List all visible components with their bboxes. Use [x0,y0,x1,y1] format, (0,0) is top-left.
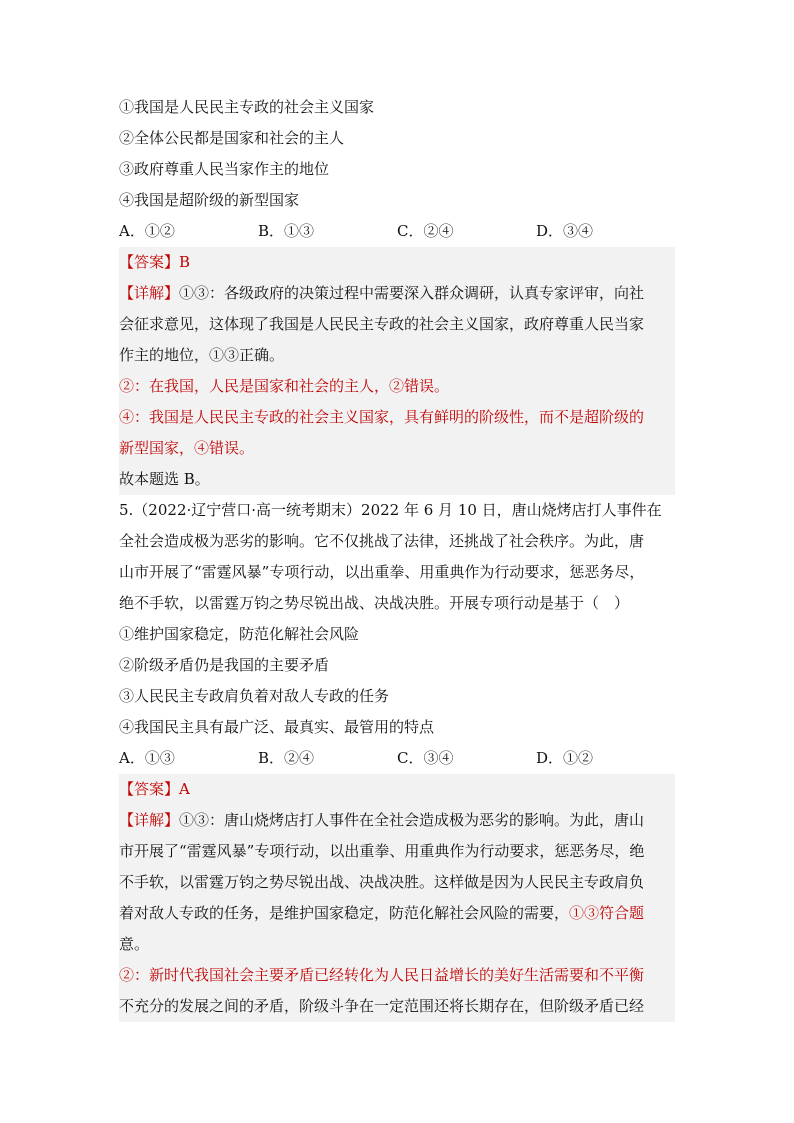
q5-detail-text-1: ①③：唐山烧烤店打人事件在全社会造成极为恶劣的影响。为此，唐山 [179,811,645,829]
q5-wrong-line-2: 不充分的发展之间的矛盾，阶级斗争在一定范围还将长期存在，但阶级矛盾已经 [119,997,645,1015]
q4-wrong-line-3: 新型国家，④错误。 [119,439,255,457]
q5-statement-4: ④我国民主具有最广泛、最真实、最管用的特点 [119,718,435,736]
q4-option-a: A．①② [119,222,175,240]
q5-statement-3: ③人民民主专政肩负着对敌人专政的任务 [119,687,390,705]
q5-option-d: D．①② [536,749,594,767]
q5-detail-line-2: 市开展了“雷霆风暴”专项行动，以出重拳、用重典作为行动要求，惩恶务尽，绝 [119,842,645,860]
q4-wrong-line-1: ②：在我国，人民是国家和社会的主人，②错误。 [119,377,450,395]
q4-option-d: D．③④ [536,222,594,240]
q5-detail-red-tail: ①③符合题 [569,904,645,922]
content-column [119,92,675,1022]
q5-option-a: A．①③ [119,749,175,767]
q4-answer-value: B [179,253,191,271]
q5-statement-1: ①维护国家稳定，防范化解社会风险 [119,625,360,643]
q5-detail-tag: 【详解】 [119,811,180,829]
q4-detail-line-3: 作主的地位，①③正确。 [119,346,285,364]
q5-detail-line-5: 意。 [119,935,150,953]
q5-detail-text-4: 着对敌人专政的任务，是维护国家稳定，防范化解社会风险的需要， [119,904,570,922]
q4-statement-4: ④我国是超阶级的新型国家 [119,191,300,209]
q5-detail-line-1 [119,805,675,836]
q4-statement-1: ①我国是人民民主专政的社会主义国家 [119,98,375,116]
q4-conclusion: 故本题选 B。 [119,470,210,488]
q5-detail-line-3: 不手软，以雷霆万钧之势尽锐出战、决战决胜。这样做是因为人民民主专政肩负 [119,873,645,891]
q4-answer-tag: 【答案】 [119,253,180,271]
q4-detail-line-2: 会征求意见，这体现了我国是人民民主专政的社会主义国家，政府尊重人民当家 [119,315,645,333]
q4-option-b: B．①③ [258,222,315,240]
q5-stem-line-1: 5.（2022·辽宁营口·高一统考期末）2022 年 6 月 10 日，唐山烧烤店打人事件在 [119,501,662,519]
q4-detail-line-1 [119,278,675,309]
q4-options [119,216,675,247]
q5-options [119,743,675,774]
q4-option-c: C．②④ [397,222,454,240]
q5-statement-2: ②阶级矛盾仍是我国的主要矛盾 [119,656,330,674]
q5-answer-box [119,774,675,1022]
q5-answer [119,774,675,805]
q4-detail-text-1: ①③：各级政府的决策过程中需要深入群众调研，认真专家评审，向社 [179,284,645,302]
q5-option-b: B．②④ [258,749,315,767]
q5-stem-line-2: 全社会造成极为恶劣的影响。它不仅挑战了法律，还挑战了社会秩序。为此，唐 [119,532,645,550]
q5-detail-line-4 [119,898,675,929]
q4-detail-tag: 【详解】 [119,284,180,302]
q4-statement-3: ③政府尊重人民当家作主的地位 [119,160,330,178]
q4-statement-2: ②全体公民都是国家和社会的主人 [119,129,345,147]
q4-wrong-line-2: ④：我国是人民民主专政的社会主义国家，具有鲜明的阶级性，而不是超阶级的 [119,408,645,426]
q5-stem-line-3: 山市开展了“雷霆风暴”专项行动，以出重拳、用重典作为行动要求，惩恶务尽， [119,563,645,581]
q5-option-c: C．③④ [397,749,454,767]
q5-answer-value: A [179,780,190,798]
q4-answer [119,247,675,278]
q5-answer-tag: 【答案】 [119,780,180,798]
q5-stem-line-4: 绝不手软，以雷霆万钧之势尽锐出战、决战决胜。开展专项行动是基于（ ） [119,594,630,612]
q4-answer-box [119,247,675,495]
q5-wrong-line-1: ②：新时代我国社会主要矛盾已经转化为人民日益增长的美好生活需要和不平衡 [119,966,645,984]
